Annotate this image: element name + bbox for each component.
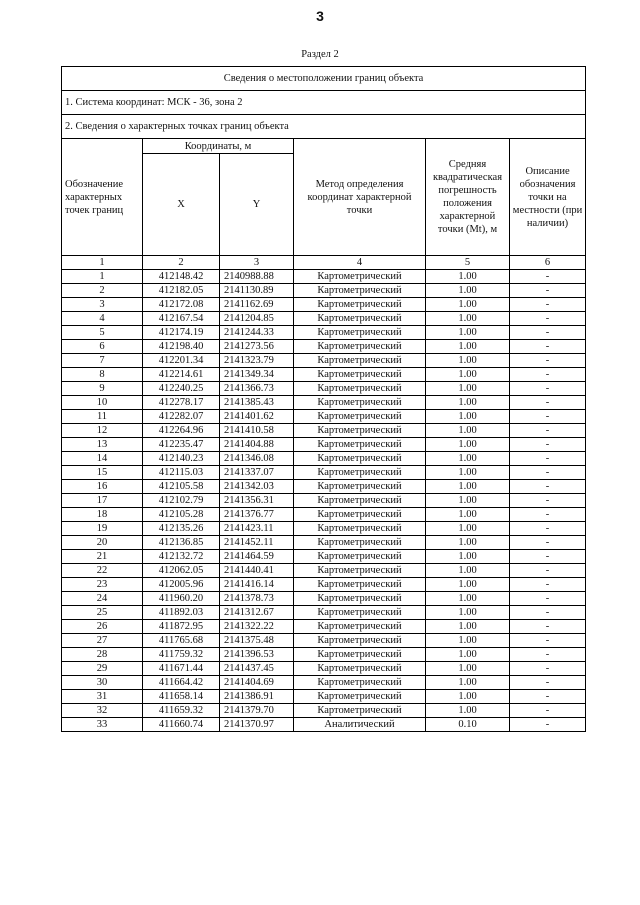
x-coordinate: 412174.19 — [143, 326, 220, 340]
coordinate-system: 1. Система координат: МСК - 36, зона 2 — [62, 91, 586, 115]
point-number: 16 — [62, 480, 143, 494]
x-coordinate: 412182.05 — [143, 284, 220, 298]
point-number: 30 — [62, 676, 143, 690]
error: 1.00 — [426, 410, 510, 424]
point-number: 4 — [62, 312, 143, 326]
point-number: 9 — [62, 382, 143, 396]
x-coordinate: 412102.79 — [143, 494, 220, 508]
y-coordinate: 2141349.34 — [220, 368, 294, 382]
x-coordinate: 412214.61 — [143, 368, 220, 382]
error: 1.00 — [426, 620, 510, 634]
error: 1.00 — [426, 564, 510, 578]
x-coordinate: 411872.95 — [143, 620, 220, 634]
x-coordinate: 412201.34 — [143, 354, 220, 368]
column-number: 2 — [143, 256, 220, 270]
point-number: 18 — [62, 508, 143, 522]
point-number: 25 — [62, 606, 143, 620]
error: 1.00 — [426, 466, 510, 480]
header-description: Описание обозначения точки на местности (при наличии) — [510, 139, 586, 256]
column-number: 1 — [62, 256, 143, 270]
header-x: X — [143, 154, 220, 256]
x-coordinate: 412105.28 — [143, 508, 220, 522]
table-row — [62, 634, 586, 648]
x-coordinate: 412264.96 — [143, 424, 220, 438]
method: Картометрический — [294, 466, 426, 480]
y-coordinate: 2141312.67 — [220, 606, 294, 620]
y-coordinate: 2141376.77 — [220, 508, 294, 522]
column-number: 6 — [510, 256, 586, 270]
y-coordinate: 2141323.79 — [220, 354, 294, 368]
y-coordinate: 2141356.31 — [220, 494, 294, 508]
point-number: 21 — [62, 550, 143, 564]
x-coordinate: 411664.42 — [143, 676, 220, 690]
method: Картометрический — [294, 410, 426, 424]
x-coordinate: 412148.42 — [143, 270, 220, 284]
point-number: 6 — [62, 340, 143, 354]
y-coordinate: 2141404.88 — [220, 438, 294, 452]
table-row — [62, 606, 586, 620]
error: 1.00 — [426, 270, 510, 284]
y-coordinate: 2141366.73 — [220, 382, 294, 396]
description: - — [510, 368, 586, 382]
description: - — [510, 494, 586, 508]
description: - — [510, 382, 586, 396]
method: Картометрический — [294, 550, 426, 564]
table-row — [62, 480, 586, 494]
points-heading: 2. Сведения о характерных точках границ объекта — [62, 115, 586, 139]
point-number: 24 — [62, 592, 143, 606]
boundary-points-table — [61, 66, 586, 732]
x-coordinate: 412167.54 — [143, 312, 220, 326]
table-row — [62, 522, 586, 536]
description: - — [510, 354, 586, 368]
description: - — [510, 410, 586, 424]
description: - — [510, 466, 586, 480]
method: Картометрический — [294, 648, 426, 662]
x-coordinate: 412136.85 — [143, 536, 220, 550]
point-number: 27 — [62, 634, 143, 648]
error: 1.00 — [426, 424, 510, 438]
method: Картометрический — [294, 592, 426, 606]
x-coordinate: 411658.14 — [143, 690, 220, 704]
y-coordinate: 2141204.85 — [220, 312, 294, 326]
section-title: Раздел 2 — [301, 49, 339, 60]
y-coordinate: 2141162.69 — [220, 298, 294, 312]
header-method: Метод определения координат характерной точки — [294, 139, 426, 256]
error: 1.00 — [426, 354, 510, 368]
y-coordinate: 2141385.43 — [220, 396, 294, 410]
error: 1.00 — [426, 508, 510, 522]
method: Картометрический — [294, 354, 426, 368]
description: - — [510, 662, 586, 676]
table-row — [62, 438, 586, 452]
method: Картометрический — [294, 480, 426, 494]
method: Картометрический — [294, 606, 426, 620]
column-number: 5 — [426, 256, 510, 270]
point-number: 13 — [62, 438, 143, 452]
error: 1.00 — [426, 312, 510, 326]
x-coordinate: 412140.23 — [143, 452, 220, 466]
method: Картометрический — [294, 704, 426, 718]
description: - — [510, 676, 586, 690]
table-row — [62, 410, 586, 424]
description: - — [510, 718, 586, 732]
table-row — [62, 354, 586, 368]
y-coordinate: 2141440.41 — [220, 564, 294, 578]
error: 1.00 — [426, 676, 510, 690]
description: - — [510, 564, 586, 578]
description: - — [510, 480, 586, 494]
table-row — [62, 326, 586, 340]
error: 1.00 — [426, 298, 510, 312]
error: 1.00 — [426, 438, 510, 452]
description: - — [510, 550, 586, 564]
method: Картометрический — [294, 522, 426, 536]
description: - — [510, 452, 586, 466]
method: Картометрический — [294, 396, 426, 410]
error: 1.00 — [426, 368, 510, 382]
error: 1.00 — [426, 606, 510, 620]
x-coordinate: 411960.20 — [143, 592, 220, 606]
x-coordinate: 411892.03 — [143, 606, 220, 620]
point-number: 32 — [62, 704, 143, 718]
table-row — [62, 690, 586, 704]
method: Картометрический — [294, 284, 426, 298]
description: - — [510, 270, 586, 284]
y-coordinate: 2141130.89 — [220, 284, 294, 298]
point-number: 29 — [62, 662, 143, 676]
table-row — [62, 494, 586, 508]
error: 1.00 — [426, 704, 510, 718]
error: 1.00 — [426, 648, 510, 662]
table-row — [62, 340, 586, 354]
description: - — [510, 648, 586, 662]
y-coordinate: 2141416.14 — [220, 578, 294, 592]
y-coordinate: 2141464.59 — [220, 550, 294, 564]
error: 0.10 — [426, 718, 510, 732]
description: - — [510, 312, 586, 326]
table-row — [62, 592, 586, 606]
description: - — [510, 578, 586, 592]
point-number: 31 — [62, 690, 143, 704]
method: Картометрический — [294, 676, 426, 690]
table-row — [62, 452, 586, 466]
error: 1.00 — [426, 326, 510, 340]
table-row — [62, 536, 586, 550]
table-row — [62, 508, 586, 522]
y-coordinate: 2141244.33 — [220, 326, 294, 340]
description: - — [510, 536, 586, 550]
x-coordinate: 411765.68 — [143, 634, 220, 648]
table-row — [62, 466, 586, 480]
table-row — [62, 284, 586, 298]
error: 1.00 — [426, 340, 510, 354]
point-number: 1 — [62, 270, 143, 284]
x-coordinate: 412235.47 — [143, 438, 220, 452]
point-number: 33 — [62, 718, 143, 732]
error: 1.00 — [426, 494, 510, 508]
method: Картометрический — [294, 424, 426, 438]
header-coords: Координаты, м — [143, 139, 294, 154]
description: - — [510, 340, 586, 354]
y-coordinate: 2141370.97 — [220, 718, 294, 732]
x-coordinate: 412240.25 — [143, 382, 220, 396]
y-coordinate: 2141346.08 — [220, 452, 294, 466]
method: Картометрический — [294, 312, 426, 326]
error: 1.00 — [426, 578, 510, 592]
x-coordinate: 411759.32 — [143, 648, 220, 662]
method: Картометрический — [294, 578, 426, 592]
x-coordinate: 412135.26 — [143, 522, 220, 536]
point-number: 10 — [62, 396, 143, 410]
point-number: 28 — [62, 648, 143, 662]
y-coordinate: 2141396.53 — [220, 648, 294, 662]
point-number: 7 — [62, 354, 143, 368]
description: - — [510, 298, 586, 312]
method: Картометрический — [294, 690, 426, 704]
error: 1.00 — [426, 592, 510, 606]
description: - — [510, 508, 586, 522]
method: Картометрический — [294, 452, 426, 466]
method: Картометрический — [294, 494, 426, 508]
point-number: 5 — [62, 326, 143, 340]
y-coordinate: 2141337.07 — [220, 466, 294, 480]
y-coordinate: 2141404.69 — [220, 676, 294, 690]
method: Картометрический — [294, 340, 426, 354]
description: - — [510, 690, 586, 704]
error: 1.00 — [426, 522, 510, 536]
table-row — [62, 382, 586, 396]
x-coordinate: 412282.07 — [143, 410, 220, 424]
method: Картометрический — [294, 382, 426, 396]
point-number: 15 — [62, 466, 143, 480]
table-row — [62, 298, 586, 312]
description: - — [510, 326, 586, 340]
y-coordinate: 2141410.58 — [220, 424, 294, 438]
error: 1.00 — [426, 690, 510, 704]
method: Картометрический — [294, 634, 426, 648]
table-row — [62, 648, 586, 662]
y-coordinate: 2141375.48 — [220, 634, 294, 648]
description: - — [510, 606, 586, 620]
method: Картометрический — [294, 326, 426, 340]
table-row — [62, 662, 586, 676]
error: 1.00 — [426, 452, 510, 466]
y-coordinate: 2141386.91 — [220, 690, 294, 704]
point-number: 26 — [62, 620, 143, 634]
method: Картометрический — [294, 564, 426, 578]
table-row — [62, 676, 586, 690]
column-number: 4 — [294, 256, 426, 270]
method: Картометрический — [294, 368, 426, 382]
x-coordinate: 411659.32 — [143, 704, 220, 718]
point-number: 23 — [62, 578, 143, 592]
x-coordinate: 411660.74 — [143, 718, 220, 732]
table-row — [62, 578, 586, 592]
header-error: Средняя квадратическая погрешность положения характерной точки (Mt), м — [426, 139, 510, 256]
table-row — [62, 424, 586, 438]
y-coordinate: 2141437.45 — [220, 662, 294, 676]
table-row — [62, 718, 586, 732]
description: - — [510, 620, 586, 634]
point-number: 12 — [62, 424, 143, 438]
table-row — [62, 270, 586, 284]
description: - — [510, 284, 586, 298]
method: Картометрический — [294, 508, 426, 522]
y-coordinate: 2140988.88 — [220, 270, 294, 284]
x-coordinate: 412105.58 — [143, 480, 220, 494]
error: 1.00 — [426, 550, 510, 564]
x-coordinate: 411671.44 — [143, 662, 220, 676]
method: Аналитический — [294, 718, 426, 732]
point-number: 22 — [62, 564, 143, 578]
point-number: 20 — [62, 536, 143, 550]
method: Картометрический — [294, 270, 426, 284]
x-coordinate: 412005.96 — [143, 578, 220, 592]
y-coordinate: 2141423.11 — [220, 522, 294, 536]
error: 1.00 — [426, 536, 510, 550]
point-number: 3 — [62, 298, 143, 312]
y-coordinate: 2141378.73 — [220, 592, 294, 606]
point-number: 17 — [62, 494, 143, 508]
error: 1.00 — [426, 662, 510, 676]
y-coordinate: 2141342.03 — [220, 480, 294, 494]
point-number: 11 — [62, 410, 143, 424]
error: 1.00 — [426, 284, 510, 298]
page-number: 3 — [316, 8, 324, 24]
error: 1.00 — [426, 480, 510, 494]
x-coordinate: 412278.17 — [143, 396, 220, 410]
description: - — [510, 634, 586, 648]
table-row — [62, 620, 586, 634]
method: Картометрический — [294, 438, 426, 452]
x-coordinate: 412198.40 — [143, 340, 220, 354]
table-body — [62, 270, 586, 732]
table-row — [62, 396, 586, 410]
point-number: 14 — [62, 452, 143, 466]
y-coordinate: 2141273.56 — [220, 340, 294, 354]
table-row — [62, 704, 586, 718]
method: Картометрический — [294, 536, 426, 550]
error: 1.00 — [426, 382, 510, 396]
description: - — [510, 424, 586, 438]
method: Картометрический — [294, 662, 426, 676]
description: - — [510, 704, 586, 718]
method: Картометрический — [294, 298, 426, 312]
header-point: Обозначение характерных точек границ — [62, 139, 143, 256]
point-number: 2 — [62, 284, 143, 298]
y-coordinate: 2141401.62 — [220, 410, 294, 424]
x-coordinate: 412172.08 — [143, 298, 220, 312]
table-row — [62, 368, 586, 382]
y-coordinate: 2141452.11 — [220, 536, 294, 550]
x-coordinate: 412062.05 — [143, 564, 220, 578]
x-coordinate: 412132.72 — [143, 550, 220, 564]
table-row — [62, 564, 586, 578]
description: - — [510, 592, 586, 606]
method: Картометрический — [294, 620, 426, 634]
error: 1.00 — [426, 396, 510, 410]
header-y: Y — [220, 154, 294, 256]
table-title: Сведения о местоположении границ объекта — [62, 67, 586, 91]
description: - — [510, 438, 586, 452]
y-coordinate: 2141322.22 — [220, 620, 294, 634]
table-row — [62, 312, 586, 326]
x-coordinate: 412115.03 — [143, 466, 220, 480]
point-number: 19 — [62, 522, 143, 536]
point-number: 8 — [62, 368, 143, 382]
y-coordinate: 2141379.70 — [220, 704, 294, 718]
error: 1.00 — [426, 634, 510, 648]
column-number: 3 — [220, 256, 294, 270]
description: - — [510, 522, 586, 536]
table-row — [62, 550, 586, 564]
description: - — [510, 396, 586, 410]
